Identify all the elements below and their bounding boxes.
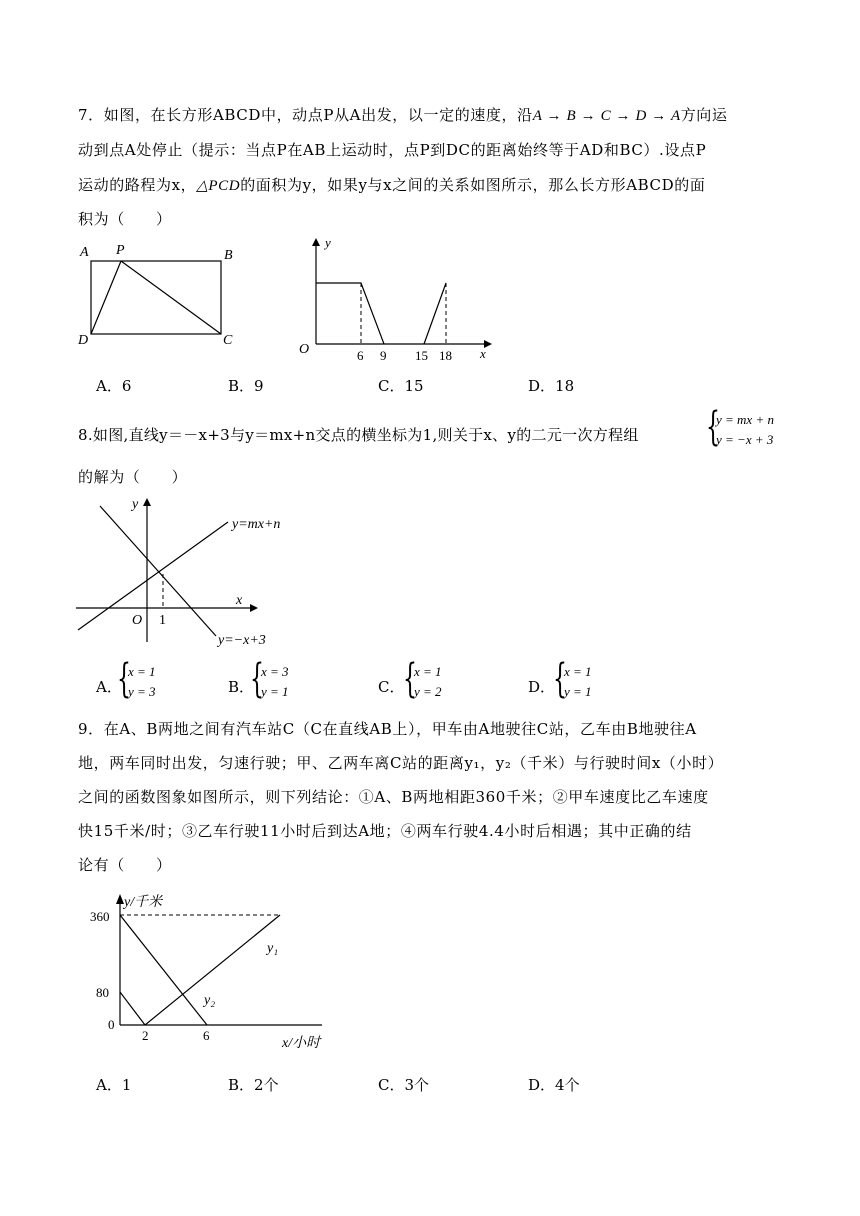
q8-option-d-brace: { bbox=[553, 656, 567, 702]
q7-origin: O bbox=[299, 342, 310, 357]
q8-system-top: y = mx + n bbox=[716, 412, 774, 427]
q8-option-a-brace: { bbox=[117, 656, 131, 702]
q8-system-brace: { bbox=[706, 404, 720, 450]
q7-tick-9: 9 bbox=[380, 348, 387, 363]
q8-option-d[interactable] bbox=[528, 676, 555, 697]
q9-text-line1: 9．在A、B两地之间有汽车站C（C在直线AB上），甲车由A地驶往C站，乙车由B地驶往A bbox=[78, 720, 697, 738]
q8-option-d-system bbox=[564, 662, 592, 702]
q9-xtick-6: 6 bbox=[203, 1028, 210, 1043]
q8-option-c-system bbox=[414, 662, 442, 702]
label-B: B bbox=[224, 248, 233, 263]
q7-option-c[interactable]: C．15 bbox=[378, 377, 424, 395]
q8-option-a-y: y = 3 bbox=[128, 684, 156, 699]
q7-xlabel: x bbox=[480, 346, 486, 361]
q8-system-bottom: y = −x + 3 bbox=[716, 432, 774, 447]
q8-line1-label: y=mx+n bbox=[232, 517, 281, 532]
q7-path: A → B → C → D → A bbox=[532, 108, 681, 124]
q7-text-3b: 的面积为y，如果y与x之间的关系如图所示，那么长方形ABCD的面 bbox=[240, 176, 706, 194]
q7-text-3a: 运动的路程为x， bbox=[78, 176, 197, 194]
q9-ytick-360: 360 bbox=[90, 909, 110, 924]
q9-series-y2: y₂ bbox=[204, 993, 216, 1008]
q9-distance-graph bbox=[86, 884, 356, 1064]
label-P: P bbox=[116, 243, 125, 258]
q8-system bbox=[716, 410, 774, 450]
q7-function-graph bbox=[296, 236, 496, 366]
q8-option-b-brace: { bbox=[250, 656, 264, 702]
q7-tick-15: 15 bbox=[415, 348, 428, 363]
q7-option-b[interactable]: B．9 bbox=[228, 377, 264, 395]
q9-ylabel: y/千米 bbox=[124, 895, 163, 910]
q8-line2-label: y=−x+3 bbox=[218, 633, 266, 648]
q8-option-b-x: x = 3 bbox=[261, 664, 289, 679]
q7-text-1b: 方向运 bbox=[680, 106, 728, 124]
q7-text-1a: 7．如图，在长方形ABCD中，动点P从A出发，以一定的速度，沿 bbox=[78, 106, 533, 124]
q7-tick-6: 6 bbox=[357, 348, 364, 363]
q8-option-c-label: C． bbox=[378, 678, 405, 696]
q8-option-b-y: y = 1 bbox=[261, 684, 289, 699]
q8-option-a-label: A． bbox=[96, 678, 122, 696]
q9-text-line4: 快15千米/时；③乙车行驶11小时后到达A地；④两车行驶4.4小时后相遇；其中正确的结 bbox=[78, 822, 692, 840]
q8-option-d-label: D． bbox=[528, 678, 556, 696]
q7-option-a[interactable]: A．6 bbox=[96, 377, 132, 395]
q7-ylabel: y bbox=[325, 235, 331, 250]
q9-series-y1: y₁ bbox=[267, 941, 279, 956]
label-A: A bbox=[80, 245, 89, 260]
q7-text-line3 bbox=[78, 174, 705, 195]
q7-option-d[interactable]: D．18 bbox=[528, 377, 575, 395]
q9-option-c[interactable]: C．3个 bbox=[378, 1076, 430, 1094]
q7-text-line2: 动到点A处停止（提示：当点P在AB上运动时，点P到DC的距离始终等于AD和BC）.设点P bbox=[78, 141, 707, 159]
q8-tick-1: 1 bbox=[159, 613, 166, 628]
q8-lines-graph bbox=[72, 494, 312, 654]
q8-option-d-x: x = 1 bbox=[564, 664, 592, 679]
q8-option-d-y: y = 1 bbox=[564, 684, 592, 699]
q8-option-c-x: x = 1 bbox=[414, 664, 442, 679]
q9-option-d[interactable]: D．4个 bbox=[528, 1076, 580, 1094]
q7-text-line1 bbox=[78, 104, 728, 125]
q7-text-line4: 积为（ ） bbox=[78, 210, 172, 228]
q8-option-a-system bbox=[128, 662, 156, 702]
q8-text-line2: 的解为（ ） bbox=[78, 468, 188, 486]
q7-rectangle-figure bbox=[74, 240, 254, 360]
q9-ytick-0: 0 bbox=[108, 1017, 115, 1032]
q9-xlabel: x/小时 bbox=[282, 1036, 321, 1051]
q8-option-b-system bbox=[261, 662, 289, 702]
q9-text-line3: 之间的函数图象如图所示，则下列结论：①A、B两地相距360千米；②甲车速度比乙车速度 bbox=[78, 788, 709, 806]
q7-triangle: △PCD bbox=[196, 178, 241, 194]
q9-ytick-80: 80 bbox=[96, 985, 109, 1000]
q8-origin: O bbox=[132, 613, 143, 628]
q9-text-line5: 论有（ ） bbox=[78, 856, 172, 874]
q8-ylabel: y bbox=[132, 497, 139, 512]
q9-option-a[interactable]: A．1 bbox=[96, 1076, 132, 1094]
label-D: D bbox=[78, 333, 89, 348]
q8-text-line1: 8.如图,直线y＝－x+3与y＝mx+n交点的横坐标为1,则关于x、y的二元一次方程组 bbox=[78, 426, 639, 444]
label-C: C bbox=[223, 333, 233, 348]
q8-option-a-x: x = 1 bbox=[128, 664, 156, 679]
q9-xtick-2: 2 bbox=[142, 1028, 149, 1043]
q8-option-c-y: y = 2 bbox=[414, 684, 442, 699]
q8-option-b-label: B． bbox=[228, 678, 255, 696]
q9-option-b[interactable]: B．2个 bbox=[228, 1076, 279, 1094]
q9-text-line2: 地，两车同时出发，匀速行驶；甲、乙两车离C站的距离y₁，y₂（千米）与行驶时间x（小时） bbox=[78, 754, 724, 772]
q8-option-c[interactable] bbox=[378, 676, 404, 697]
q8-xlabel: x bbox=[236, 593, 243, 608]
q8-option-c-brace: { bbox=[403, 656, 417, 702]
q7-tick-18: 18 bbox=[439, 348, 452, 363]
